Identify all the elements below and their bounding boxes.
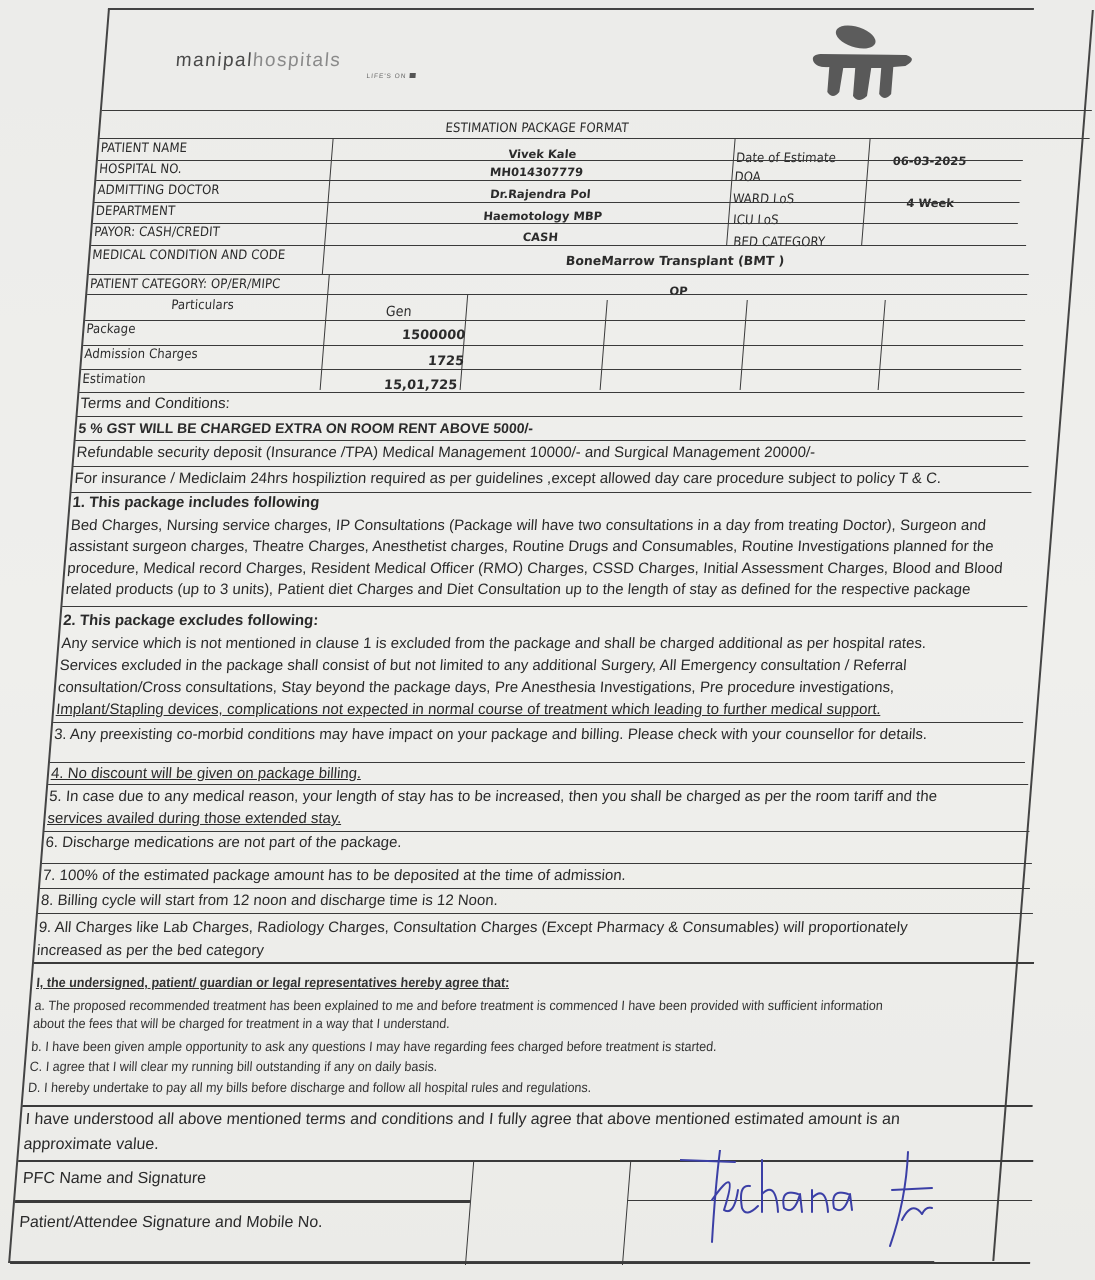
patient-name-label: PATIENT NAME <box>100 141 188 156</box>
signature-stroke <box>833 1193 852 1211</box>
ward-los-value: 4 Week <box>905 196 955 210</box>
manipal-logo-icon <box>802 24 918 104</box>
brand-name-light: hospitals <box>252 50 343 71</box>
patient-category-label: PATIENT CATEGORY: OP/ER/MIPC <box>89 277 281 292</box>
agreement-item: a. The proposed recommended treatment has been explained to me and before treatment is commenced I have been provided with sufficient information <box>34 998 884 1013</box>
signature-col-divider-1 <box>465 1160 474 1265</box>
clause4-text: 4. No discount will be given on package billing. <box>50 765 362 782</box>
signature-col-divider-2 <box>622 1160 631 1265</box>
clause3-top-border <box>53 722 1023 723</box>
form-right-border <box>992 10 1094 1261</box>
pfc-signature-label: PFC Name and Signature <box>22 1170 207 1187</box>
declaration-top-border <box>23 1105 1033 1107</box>
date-of-estimate-label: Date of Estimate <box>735 151 837 166</box>
clause2-line: Any service which is not mentioned in clause 1 is excluded from the package and shall be charged additional as per hospital rates. <box>60 635 927 652</box>
signature-stroke <box>902 1208 932 1220</box>
brand-name <box>175 50 342 72</box>
clause1-line: procedure, Medical record Charges, Resident Medical Officer (RMO) Charges, CSSD Charges, Initial Assessment Charges, Blood and Blood <box>66 560 1004 577</box>
department-label: DEPARTMENT <box>95 204 176 219</box>
clause9-line: 9. All Charges like Lab Charges, Radiology Charges, Consultation Charges (Except Pharmacy & Consumables) will proportionately <box>38 919 909 936</box>
terms-gst: 5 % GST WILL BE CHARGED EXTRA ON ROOM RENT ABOVE 5000/- <box>77 420 534 436</box>
signature-row-divider-left <box>15 1200 470 1203</box>
signature-stroke <box>741 1186 758 1213</box>
info-col-divider-1 <box>322 138 334 275</box>
charge-row-package-value: 1500000 <box>401 328 466 343</box>
clause1-line: Bed Charges, Nursing service charges, IP Consultations (Package will have two consultations in a day from treating Doctor), Surgeon and <box>70 517 987 534</box>
clause7-text: 7. 100% of the estimated package amount has to be deposited at the time of admission. <box>42 867 627 884</box>
ward-los-label: WARD LoS <box>732 192 795 207</box>
payor-label: PAYOR: CASH/CREDIT <box>93 225 221 240</box>
clause1-line: assistant surgeon charges, Theatre Charges, Anesthetist charges, Routine Drugs and Consumables, Routine Investigations planned for the <box>68 538 995 555</box>
signature-stroke <box>812 1190 828 1212</box>
info-row-divider <box>98 160 1023 161</box>
clause5-top-border <box>48 784 1028 785</box>
medical-condition-label: MEDICAL CONDITION AND CODE <box>91 248 286 263</box>
column-header-gen: Gen <box>385 304 413 320</box>
tagline-box-icon <box>409 73 415 78</box>
charges-col-divider-1 <box>320 294 329 390</box>
header-divider <box>102 110 1092 111</box>
agreement-item: about the fees that will be charged for treatment in a way that I understand. <box>32 1016 451 1031</box>
clause2-line: consultation/Cross consultations, Stay beyond the package days, Pre Anesthesia Investigations, Pre procedure investigations, <box>57 679 895 696</box>
doa-label: DOA <box>733 170 762 185</box>
clause7-top-border <box>42 863 1032 864</box>
charge-row-admission-value: 1725 <box>427 354 465 369</box>
charge-row-admission-label: Admission Charges <box>83 347 199 362</box>
agreement-item: D. I hereby undertake to pay all my bills before discharge and follow all hospital rules and regulations. <box>27 1080 592 1095</box>
patient-signature-label: Patient/Attendee Signature and Mobile No. <box>18 1214 324 1231</box>
hospital-no-label: HOSPITAL NO. <box>98 162 183 177</box>
bed-category-label: BED CATEGORY <box>732 235 826 250</box>
terms-security-deposit: Refundable security deposit (Insurance /TPA) Medical Management 10000/- and Surgical Management 20000/- <box>75 444 816 461</box>
charges-row-divider <box>85 320 1025 321</box>
terms-insurance: For insurance / Mediclaim 24hrs hospiliztion required as per guidelines ,except allowed day care procedure subject to policy T & C. <box>73 470 942 487</box>
clause1-line: related products (up to 3 units), Patient diet Charges and Diet Consultation up to the length of stay as defined for the respective package <box>65 581 972 598</box>
clause2-heading: 2. This package excludes following: <box>62 612 320 629</box>
signature-bottom-border <box>10 1262 1030 1264</box>
clause1-heading: 1. This package includes following <box>71 494 321 511</box>
info-row-divider <box>91 245 1026 246</box>
terms-heading: Terms and Conditions: <box>79 395 231 412</box>
form-title: ESTIMATION PACKAGE FORMAT <box>444 121 630 136</box>
clause9-top-border <box>38 913 1033 914</box>
patient-category-value: OP <box>668 284 689 298</box>
clause5-line: services availed during those extended stay. <box>46 810 343 827</box>
agreement-item: C. I agree that I will clear my running bill outstanding if any on daily basis. <box>29 1059 438 1074</box>
terms-row-divider <box>73 466 1028 467</box>
clause8-text: 8. Billing cycle will start from 12 noon and discharge time is 12 Noon. <box>40 892 499 909</box>
agreement-top-border <box>34 962 1034 964</box>
clause5-line: 5. In case due to any medical reason, your length of stay has to be increased, then you shall be charged as per the room tariff and the <box>48 788 938 805</box>
info-top-border <box>100 138 1090 139</box>
charges-row-divider <box>83 345 1023 346</box>
signature-stroke <box>680 1160 735 1162</box>
charge-row-package-label: Package <box>85 322 137 337</box>
date-of-estimate-value: 06-03-2025 <box>892 154 967 168</box>
terms-top-border <box>79 392 1024 393</box>
clause4-top-border <box>50 762 1025 763</box>
agreement-heading: I, the undersigned, patient/ guardian or legal representatives hereby agree that: <box>35 975 511 990</box>
clause8-top-border <box>40 888 1030 889</box>
brand-name-bold: manipal <box>174 50 254 71</box>
medical-condition-value: BoneMarrow Transplant (BMT ) <box>565 253 785 268</box>
clause2-top-border <box>62 606 1027 607</box>
department-value: Haemotology MBP <box>482 209 603 223</box>
brand-tagline-text: LIFE'S ON <box>366 73 407 80</box>
clause1-top-border <box>71 492 1031 493</box>
column-header-particulars: Particulars <box>170 298 235 313</box>
signature-stroke <box>783 1193 802 1212</box>
clause2-line: Implant/Stapling devices, complications not expected in normal course of treatment which leading to further medical support. <box>55 701 882 718</box>
clause6-text: 6. Discharge medications are not part of the package. <box>44 834 403 851</box>
patient-name-value: Vivek Kale <box>507 147 577 161</box>
clause9-line: increased as per the bed category <box>36 942 265 959</box>
declaration-line: approximate value. <box>22 1136 160 1153</box>
charge-row-estimation-value: 15,01,725 <box>383 378 458 393</box>
info-row-divider <box>96 180 1021 181</box>
declaration-line: I have understood all above mentioned terms and conditions and I fully agree that above mentioned estimated amount is an <box>24 1111 901 1128</box>
estimation-form <box>8 8 1034 1263</box>
clause3-text: 3. Any preexisting co-morbid conditions may have impact on your package and billing. Please check with your counsellor for details. <box>53 726 928 743</box>
logo-body-shape <box>810 54 913 100</box>
charges-table-top-border <box>87 294 1027 295</box>
clause6-top-border <box>44 831 1029 832</box>
signature-stroke <box>762 1160 778 1212</box>
charges-row-divider <box>81 369 1021 370</box>
hospital-no-value: MH014307779 <box>489 165 584 179</box>
brand-tagline <box>366 73 415 80</box>
logo-head-shape <box>832 24 879 53</box>
info-row-divider <box>94 202 1019 203</box>
terms-row-divider <box>77 416 1022 417</box>
terms-row-divider <box>76 440 1026 441</box>
signature-stroke <box>892 1188 932 1190</box>
clause2-line: Services excluded in the package shall consist of but not limited to any additional Surgery, All Emergency consultation / Referral <box>58 657 908 674</box>
signature-stroke <box>890 1152 908 1246</box>
info-col-divider-3 <box>861 138 871 246</box>
payor-value: CASH <box>522 230 559 244</box>
info-bottom-border <box>89 274 1029 275</box>
icu-los-label: ICU LoS <box>732 213 780 228</box>
agreement-item: b. I have been given ample opportunity to ask any questions I may have regarding fees charged before treatment is started. <box>30 1039 718 1054</box>
info-row-divider <box>93 223 1018 224</box>
charge-row-estimation-label: Estimation <box>81 372 147 387</box>
category-col-divider <box>327 274 330 294</box>
admitting-doctor-label: ADMITTING DOCTOR <box>96 183 221 198</box>
handwritten-signature <box>680 1150 980 1250</box>
admitting-doctor-value: Dr.Rajendra Pol <box>489 187 592 201</box>
